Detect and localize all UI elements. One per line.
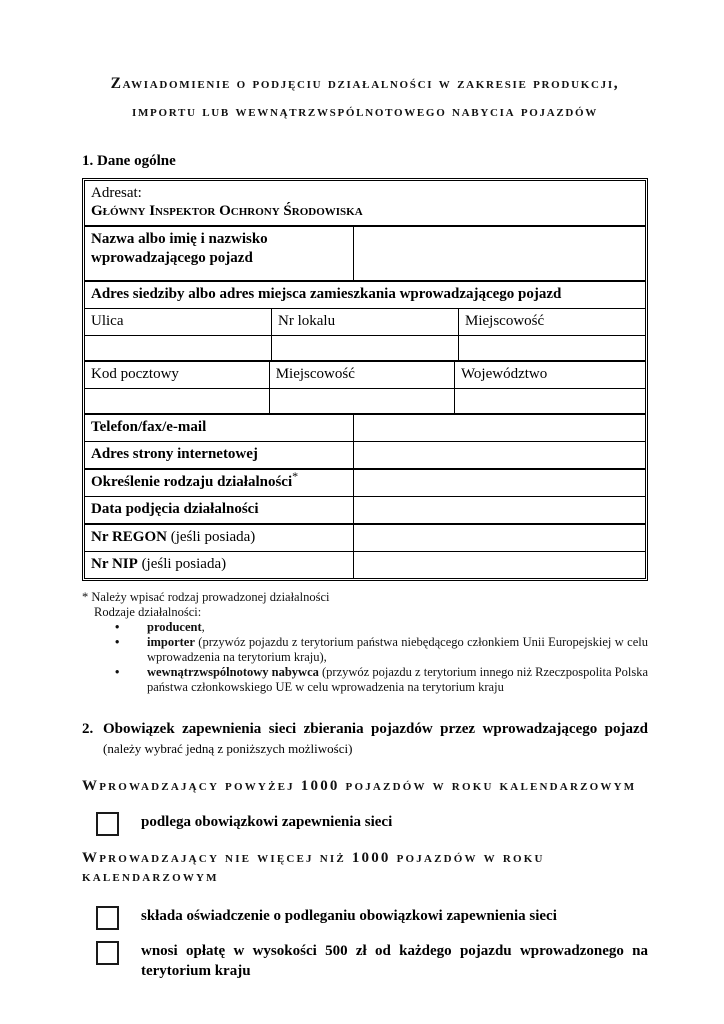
street-value-cell[interactable] — [85, 336, 272, 361]
activity-section — [84, 469, 646, 524]
adresat-section — [84, 180, 646, 226]
activity-type-label-cell — [85, 470, 354, 497]
footnote-asterisk: * — [292, 469, 299, 483]
id-numbers-section — [84, 524, 646, 579]
checkbox-declaration[interactable] — [96, 906, 119, 930]
name-value-cell[interactable] — [353, 227, 645, 281]
section2-number: 2. — [82, 721, 94, 737]
city2-label: Miejscowość — [269, 362, 454, 389]
subheading-under-1000: Wprowadzający nie więcej niż 1000 pojazdów w roku kalendarzowym — [82, 850, 545, 885]
regon-value-cell[interactable] — [353, 525, 645, 552]
table-row — [85, 415, 646, 442]
checkbox-fee[interactable] — [96, 941, 119, 965]
section1-heading: 1. Dane ogólne — [82, 153, 176, 169]
section2-heading-text: Obowiązek zapewnienia sieci zbierania pojazdów przez wprowadzającego pojazd — [103, 721, 648, 737]
bullet-text — [147, 665, 648, 695]
section2-heading-note: (należy wybrać jedną z poniższych możliwości) — [103, 741, 353, 756]
city-value-cell[interactable] — [459, 336, 646, 361]
section2-heading — [82, 719, 648, 757]
bullet-icon: • — [115, 635, 120, 649]
nip-label: Nr NIP — [91, 556, 138, 572]
unit-number-label: Nr lokalu — [272, 309, 459, 336]
bullet-icon: • — [115, 665, 120, 679]
address-section-bottom — [84, 361, 646, 414]
website-label: Adres strony internetowej — [85, 442, 354, 469]
adresat-cell — [85, 181, 646, 226]
nip-label-cell — [85, 552, 354, 579]
nip-value-cell[interactable] — [353, 552, 645, 579]
table-row — [85, 442, 646, 469]
street-label: Ulica — [85, 309, 272, 336]
bullet-rest: , — [201, 620, 205, 634]
document-title-line2: importu lub wewnątrzwspólnotowego nabycia pojazdów — [131, 103, 598, 120]
footnote-line1: * Należy wpisać rodzaj prowadzonej działalności — [82, 590, 330, 604]
option-row-fee — [82, 941, 648, 981]
subheading-over-1000: Wprowadzający powyżej 1000 pojazdów w roku kalendarzowym — [82, 778, 637, 794]
table-row — [85, 552, 646, 579]
list-item — [115, 635, 648, 665]
name-section — [84, 226, 646, 281]
bullet-term: producent — [147, 620, 202, 634]
phone-fax-email-value-cell[interactable] — [353, 415, 645, 442]
document-title — [82, 70, 648, 126]
document-title-line1: Zawiadomienie o podjęciu działalności w zakresie produkcji, — [110, 75, 620, 92]
option-label: składa oświadczenie o podleganiu obowiązkowi zapewnienia sieci — [141, 908, 557, 924]
voivodeship-label: Województwo — [454, 362, 645, 389]
activity-type-label: Określenie rodzaju działalności — [91, 474, 293, 490]
voivodeship-value-cell[interactable] — [454, 389, 645, 414]
bullet-text — [147, 620, 648, 635]
bullet-icon: • — [115, 620, 120, 634]
table-row — [85, 497, 646, 524]
table-row — [85, 389, 646, 414]
nip-label-note: (jeśli posiada) — [137, 556, 227, 572]
footnote — [82, 590, 648, 695]
regon-label-note: (jeśli posiada) — [166, 529, 256, 545]
contact-section — [84, 414, 646, 469]
table-row — [85, 181, 646, 226]
table-row — [85, 336, 646, 361]
option-label: podlega obowiązkowi zapewnienia sieci — [141, 814, 393, 830]
adresat-value: Główny Inspektor Ochrony Środowiska — [91, 203, 363, 219]
footnote-intro: Rodzaje działalności: — [94, 605, 202, 619]
bullet-term: importer — [147, 635, 195, 649]
section2-heading-body — [103, 719, 648, 757]
city2-value-cell[interactable] — [269, 389, 454, 414]
table-row — [85, 525, 646, 552]
address-header: Adres siedziby albo adres miejsca zamieszkania wprowadzającego pojazd — [85, 282, 646, 309]
table-row — [85, 362, 646, 389]
name-label: Nazwa albo imię i nazwisko wprowadzającego pojazd — [85, 227, 354, 281]
option-label: wnosi opłatę w wysokości 500 zł od każdego pojazdu wprowadzonego na terytorium kraju — [141, 943, 648, 979]
unit-number-value-cell[interactable] — [272, 336, 459, 361]
bullet-rest: (przywóz pojazdu z terytorium innego niż Rzeczpospolita Polska państwa członkowskiego UE w celu wprowadzenia na terytorium kraju — [147, 665, 649, 694]
activity-date-label: Data podjęcia działalności — [85, 497, 354, 524]
table-row — [85, 309, 646, 336]
general-data-table — [82, 178, 648, 581]
bullet-text — [147, 635, 648, 665]
bullet-term: wewnątrzwspólnotowy nabywca — [147, 665, 319, 679]
checkbox-network-obligation[interactable] — [96, 812, 119, 836]
website-value-cell[interactable] — [353, 442, 645, 469]
bullet-rest: (przywóz pojazdu z terytorium państwa niebędącego członkiem Unii Europejskiej w celu wprowadzenia na terytorium kraju), — [147, 635, 648, 664]
option-row-declaration — [82, 906, 648, 930]
list-item — [115, 620, 648, 635]
table-row — [85, 282, 646, 309]
postal-code-value-cell[interactable] — [85, 389, 270, 414]
list-item — [115, 665, 648, 695]
postal-code-label: Kod pocztowy — [85, 362, 270, 389]
phone-fax-email-label: Telefon/fax/e-mail — [85, 415, 354, 442]
option-row-network-obligation — [82, 812, 648, 836]
table-row — [85, 470, 646, 497]
activity-date-value-cell[interactable] — [353, 497, 645, 524]
activity-type-value-cell[interactable] — [353, 470, 645, 497]
adresat-label: Adresat: — [91, 185, 142, 201]
address-section-top — [84, 281, 646, 361]
regon-label: Nr REGON — [91, 529, 167, 545]
regon-label-cell — [85, 525, 354, 552]
table-row — [85, 227, 646, 281]
city-label: Miejscowość — [459, 309, 646, 336]
